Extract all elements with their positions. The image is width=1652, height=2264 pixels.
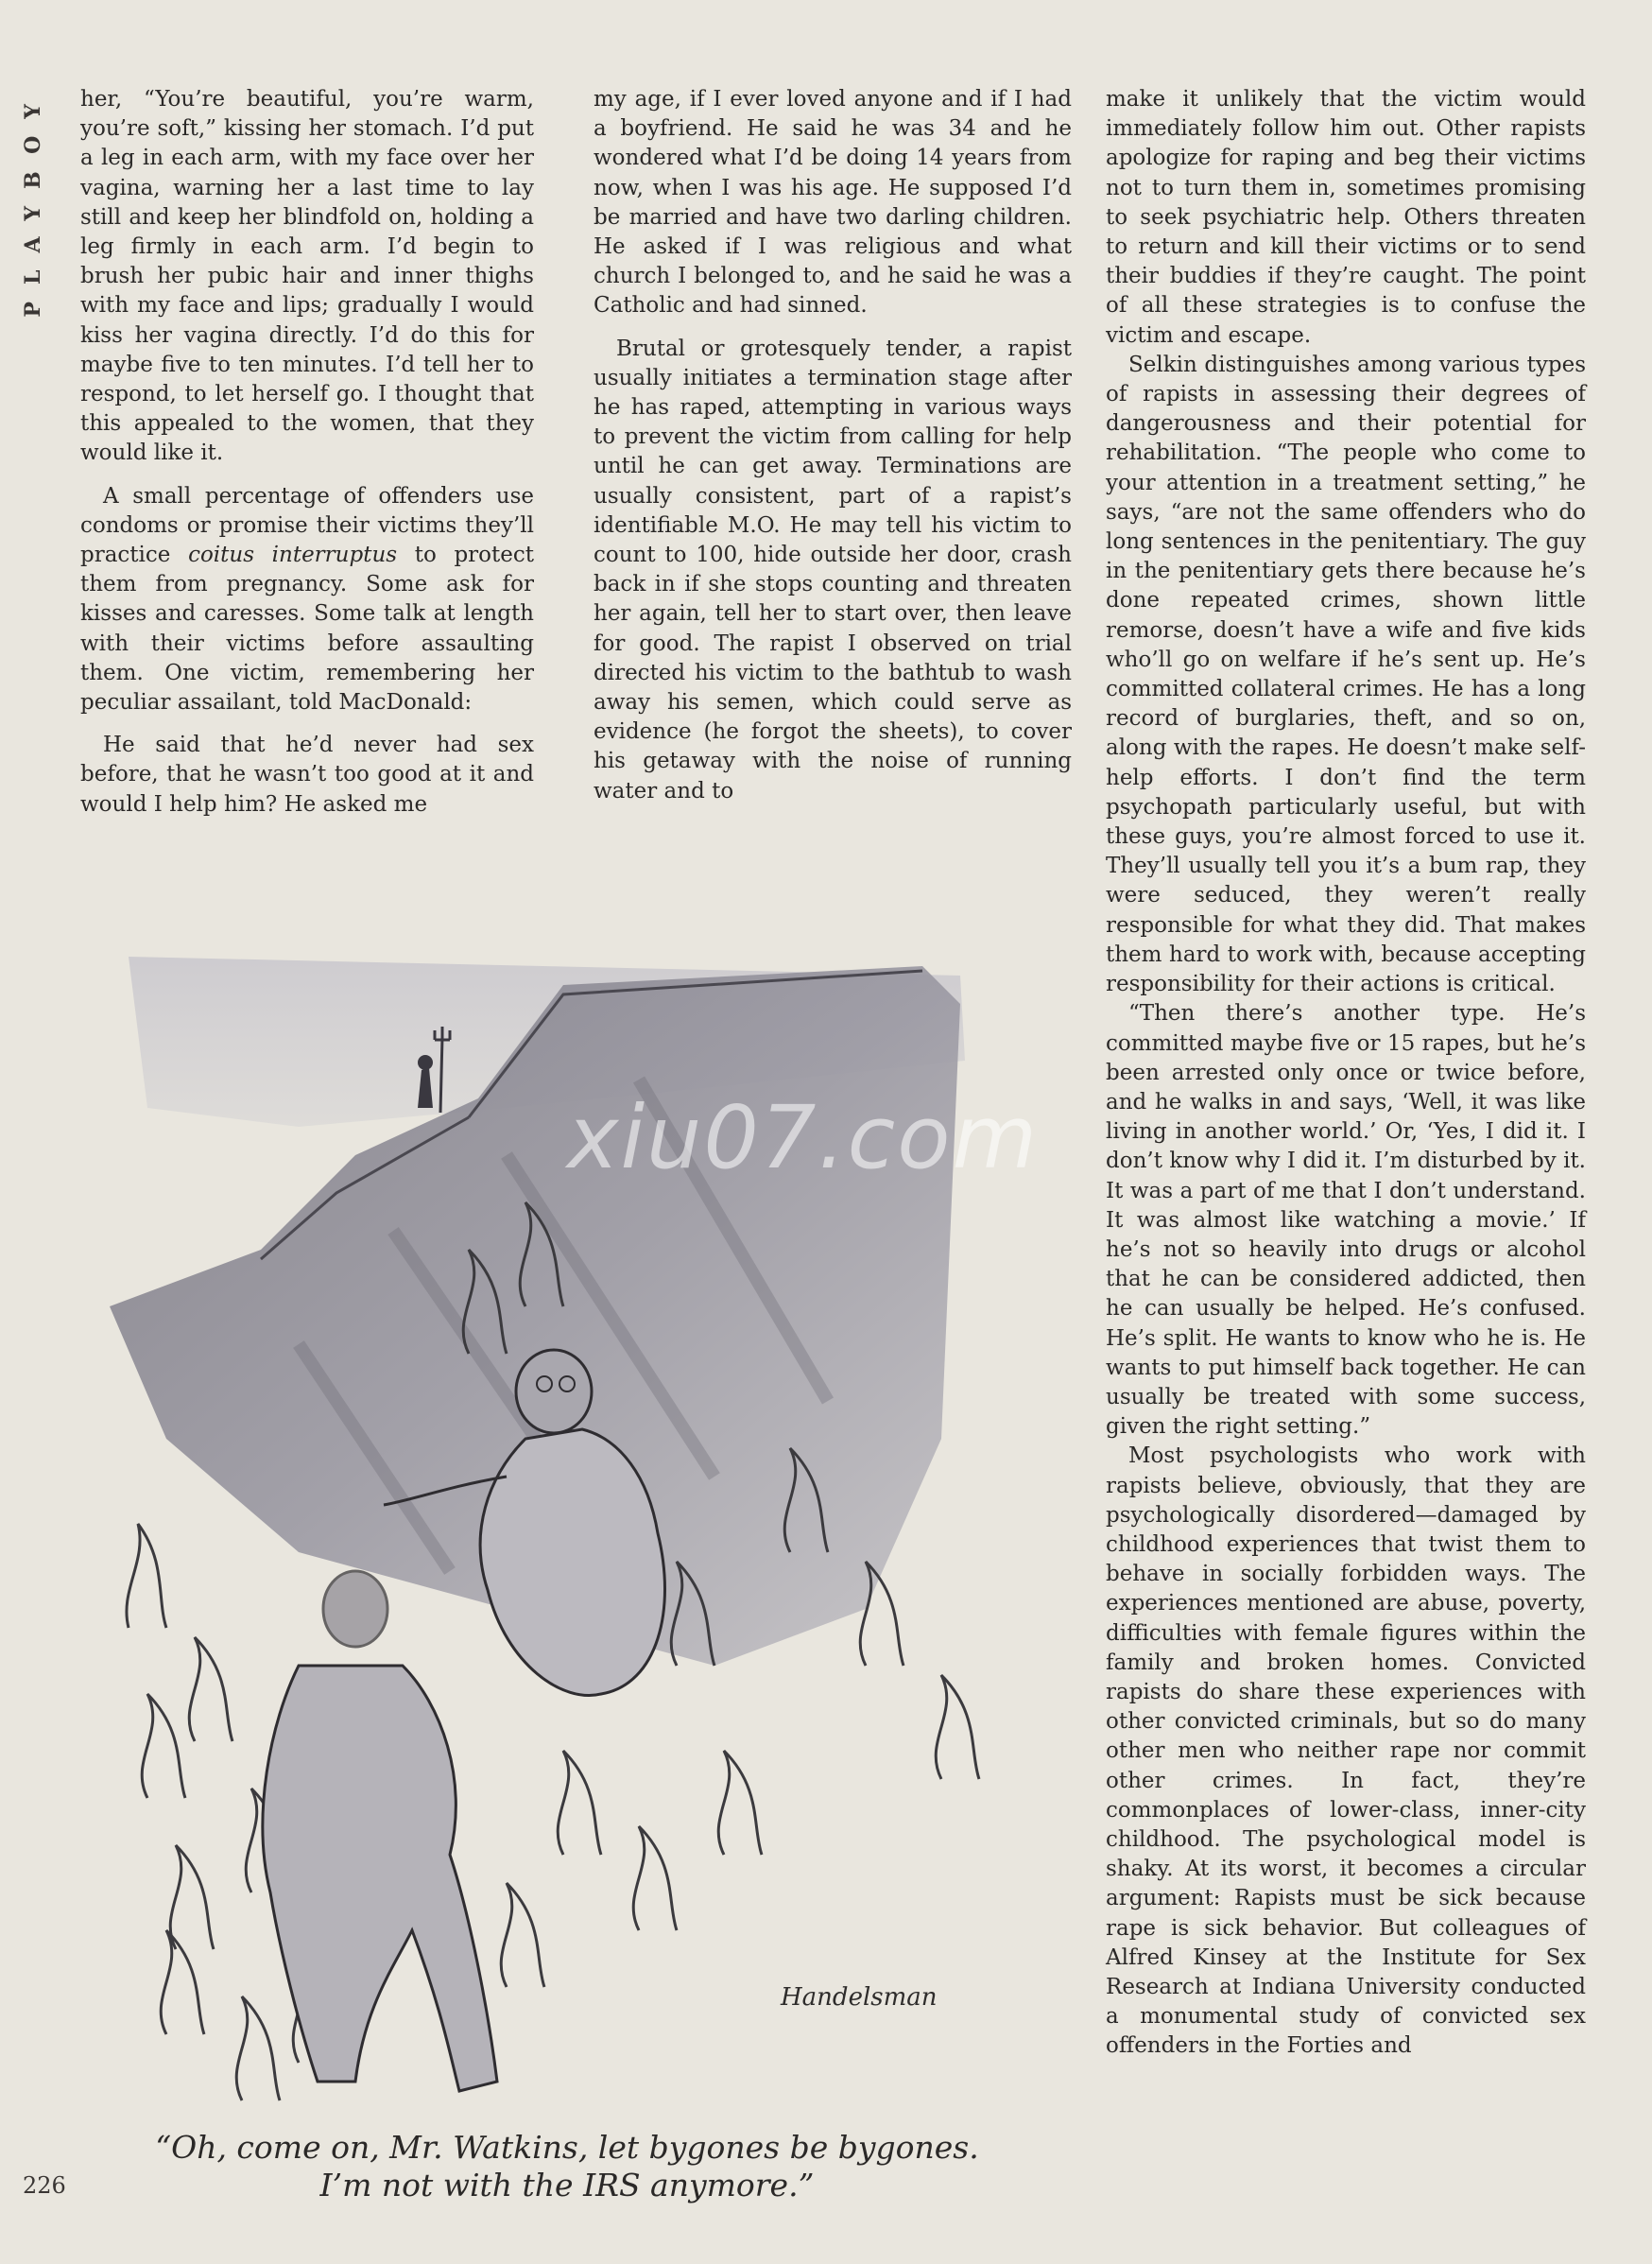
text-column-3 [1106,85,1586,2062]
caption-line: I’m not with the IRS anymore.” [319,2167,815,2204]
paragraph: make it unlikely that the victim would immediately follow him out. Other rapists apologize for raping and beg their victims not to turn them in, sometimes promising to seek psychiatric help. Others threaten to return and kill their victims or to send their buddies if they’re caught. The point of all these strategies is to confuse the victim and escape. [1106,87,1586,348]
figure-watkins [263,1571,497,2091]
running-head: PLAYBOY [21,87,45,318]
text-run: to protect them from pregnancy. Some ask for kisses and caresses. Some talk at length with their victims before assaulting them. One victim, remembering her peculiar assailant, told MacDonald: [80,543,534,716]
paragraph: her, “You’re beautiful, you’re warm, you’re soft,” kissing her stomach. I’d put a leg in each arm, with my face over her vagina, warning her a last time to lay still and keep her blindfold on, holding a leg firmly in each arm. I’d begin to brush her pubic hair and inner thighs with my face and lips; gradually I would kiss her vagina directly. I’d do this for maybe five to ten minutes. I’d tell her to respond, to let herself go. I thought that this appealed to the women, that they would like it. [80,87,534,466]
caption-line: “Oh, come on, Mr. Watkins, let bygones be bygones. [155,2129,979,2166]
page-number: 226 [23,2172,66,2199]
paragraph: Brutal or grotesquely tender, a rapist usually initiates a termination stage after he has raped, attempting in various ways to prevent the victim from calling for help until he can get away. Terminations are usually consistent, part of a rapist’s identifiable M.O. He may tell his victim to count to 100, hide outside her door, crash back in if she stops counting and threaten her again, tell her to start over, then leave for good. The rapist I observed on trial directed his victim to the bathtub to wash away his semen, which could serve as evidence (he forgot the sheets), to cover his getaway with the noise of running water and to [594,336,1072,804]
watermark: xiu07.com [567,1087,1040,1188]
paragraph [80,482,534,718]
paragraph: Most psychologists who work with rapists believe, obviously, that they are psychologically disordered—damaged by childhood experiences that twist them to behave in socially forbidden ways. The experiences mentioned are abuse, poverty, difficulties with female figures within the family and broken homes. Convicted rapists do share these experiences with other convicted criminals, but so do many other men who neither rape nor commit other crimes. In fact, they’re commonplaces of lower-class, inner-city childhood. The psychological model is shaky. At its worst, it becomes a circular argument: Rapists must be sick because rape is sick behavior. But colleagues of Alfred Kinsey at the Institute for Sex Research at Indiana University conducted a monumental study of convicted sex offenders in the Forties and [1106,1443,1586,2059]
text-column-1 [80,85,534,820]
quoted-passage: my age, if I ever loved anyone and if I had a boyfriend. He said he was 34 and he wondered what I’d be doing 14 years from now, when I was his age. He supposed I’d be married and have two darling children. He asked if I was religious and what church I belonged to, and he said he was a Catholic and had sinned. [594,87,1072,319]
cartoon-illustration [110,947,1017,2119]
quoted-passage: He said that he’d never had sex before, that he wasn’t too good at it and would I help him? He asked me [80,733,534,817]
text-run: A small percentage of offenders use condoms or promise their victims they’ll practice [80,483,534,568]
paragraph: Selkin distinguishes among various types of rapists in assessing their degrees of dangerousness and their potential for rehabilitation. “The people who come to your attention in a treatment setting,” he says, “are not the same offenders who do long sentences in the penitentiary. The guy in the penitentiary gets there because he’s done repeated crimes, shown little remorse, doesn’t have a wife and five kids who’ll go on welfare if he’s sent up. He’s committed collateral crimes. He has a long record of burglaries, theft, and so on, along with the rapes. He doesn’t make self-help efforts. I don’t find the term psychopath particularly useful, but with these guys, you’re almost forced to use it. They’ll usually tell you it’s a bum rap, they were seduced, they weren’t really responsible for what they did. That makes them hard to work with, because accepting responsibility for their actions is critical. [1106,352,1586,997]
text-column-2 [594,85,1072,806]
artist-signature: Handelsman [781,1983,938,2012]
italic-term: coitus interruptus [188,543,398,568]
paragraph: “Then there’s another type. He’s committed maybe five or 15 rapes, but he’s been arrested only once or twice before, and he walks in and says, ‘Well, it was like living in another world.’ Or, ‘Yes, I did it. I don’t know why I did it. I’m disturbed by it. It was a part of me that I don’t understand. It was almost like watching a movie.’ If he’s not so heavily into drugs or alcohol that he can be considered addicted, then he can usually be helped. He’s confused. He’s split. He wants to know who he is. He wants to put himself back together. He can usually be treated with some success, given the right setting.” [1106,1001,1586,1440]
cartoon-caption [132,2129,1002,2204]
